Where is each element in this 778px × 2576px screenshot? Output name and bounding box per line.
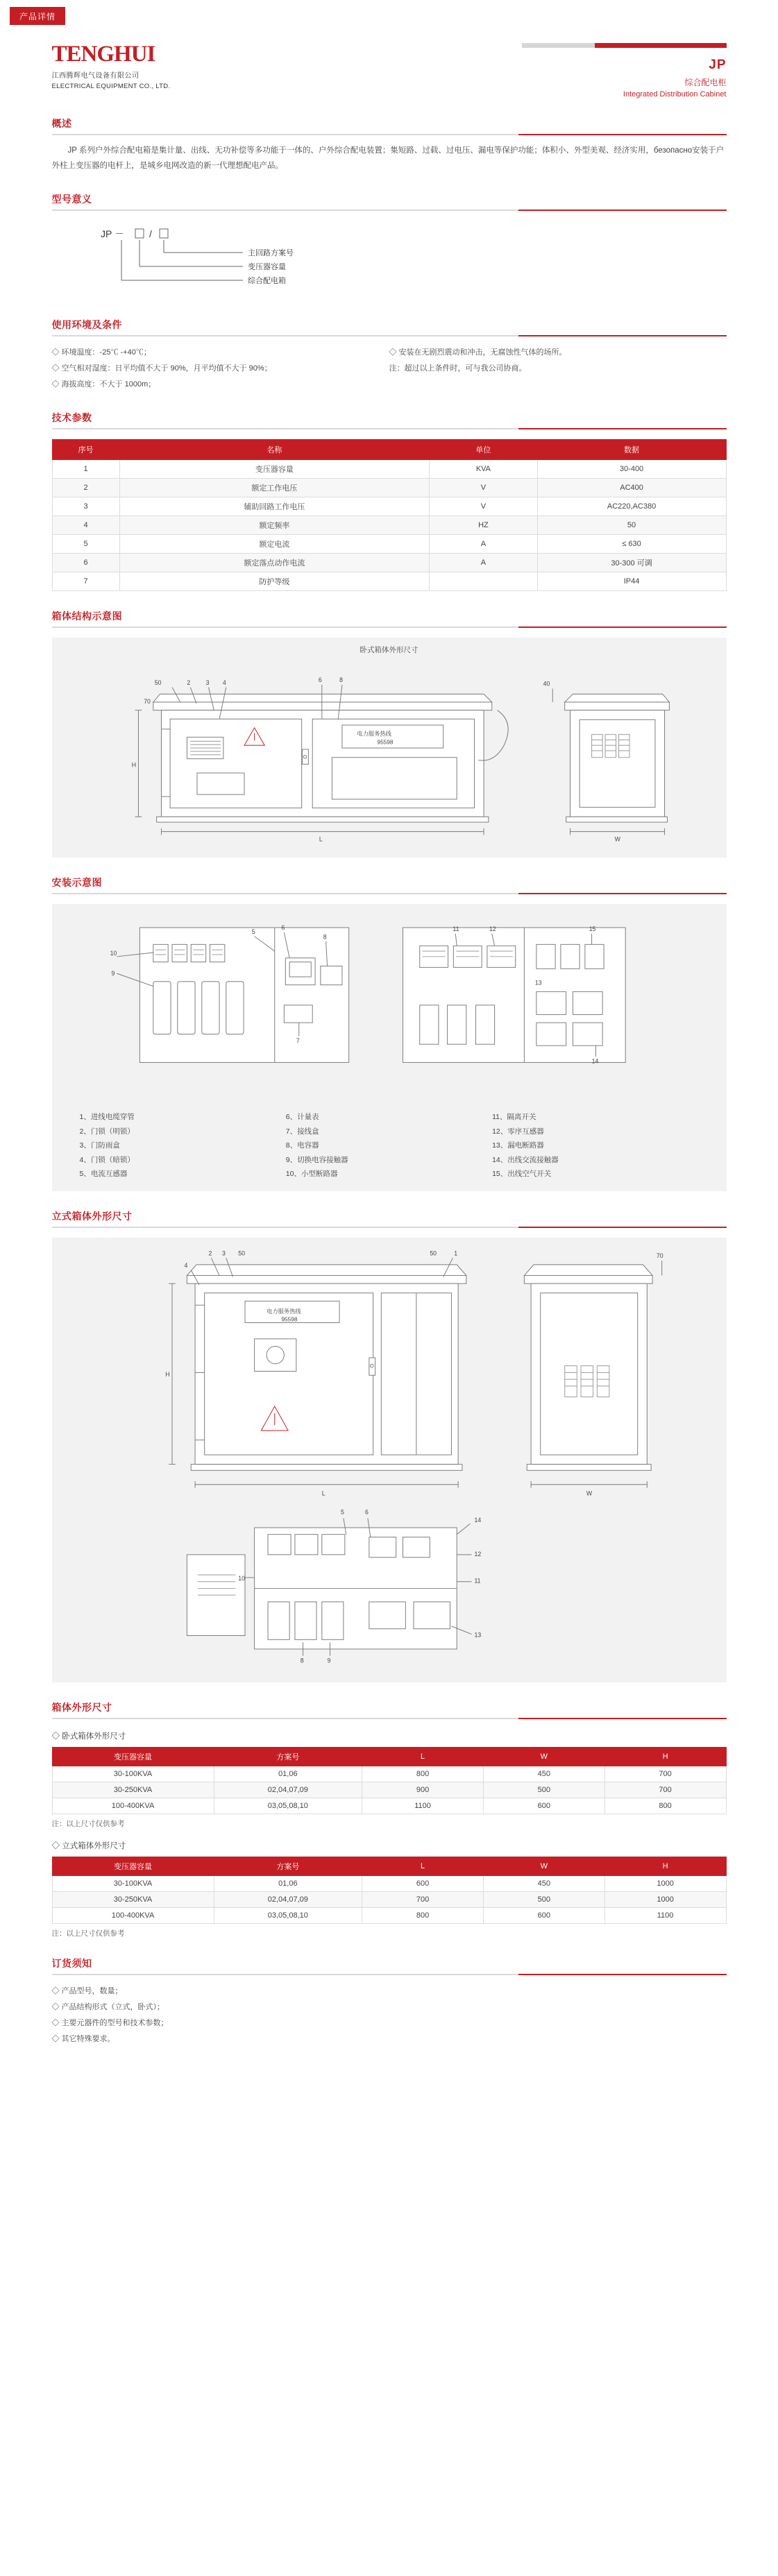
table-row (52, 497, 726, 515)
cell-name: 变压器容量 (119, 459, 430, 478)
overview-paragraph: JP 系列户外综合配电箱是集计量、出线、无功补偿等多功能于一体的、户外综合配电装置；集短路、过载、过电压、漏电等保护功能；体积小、外型美观、经济实用，безопасно安装于户外柱上变压器的电杆上，是城乡电网改造的新一代理想配电产品。 (51, 146, 725, 170)
svg-text:主回路方案号: 主回路方案号 (247, 248, 294, 257)
specs-table (52, 439, 727, 591)
callout-num-15: 15 (589, 925, 595, 932)
cell-capacity: 30-100KVA (52, 1876, 214, 1892)
cell-scheme: 02,04,07,09 (214, 1782, 362, 1798)
svg-text:JP －: JP － (100, 228, 124, 239)
section-install (42, 876, 736, 1191)
cell-index: 5 (52, 534, 119, 553)
th-scheme: 方案号 (214, 1857, 362, 1876)
callout-num-6: 6 (280, 923, 285, 931)
cell-index: 2 (52, 478, 119, 497)
section-rule (52, 134, 727, 135)
table-row (52, 478, 726, 497)
dim-label-6: 6 (318, 676, 322, 683)
svg-text:/: / (149, 228, 152, 239)
callout-num-5: 5 (251, 928, 255, 935)
th-data: 数据 (537, 439, 726, 459)
section-title-order: 订货须知 (51, 1958, 92, 1970)
cell-name: 额定电流 (119, 534, 430, 553)
cell-data: AC220,AC380 (537, 497, 726, 515)
order-item: ◇ 其它特殊要求。 (51, 2035, 115, 2044)
dim-label-3: 3 (205, 679, 209, 686)
callout-num-5: 5 (340, 1508, 344, 1516)
callout-item: 2、门锁（明锁） (79, 1127, 135, 1136)
th-unit: 单位 (430, 439, 537, 459)
decor-bars (271, 43, 727, 48)
dim-label-70: 70 (656, 1252, 663, 1259)
order-items (52, 1984, 727, 2047)
cell-capacity: 30-250KVA (52, 1782, 214, 1798)
decor-bar-red (595, 43, 727, 48)
logo-company-cn: 江西腾辉电气设备有限公司 (51, 72, 139, 80)
cell-unit: A (430, 553, 537, 572)
callout-column-3 (492, 1110, 698, 1181)
cell-unit: A (430, 534, 537, 553)
cell-name: 额定频率 (119, 515, 430, 534)
structure-figure-svg (52, 655, 727, 858)
th-w: W (483, 1748, 604, 1766)
cell-capacity: 30-250KVA (52, 1892, 214, 1908)
cell-h: 1000 (604, 1876, 726, 1892)
table-row (52, 1908, 726, 1924)
product-name-cn: 综合配电柜 (684, 78, 727, 87)
cell-l: 800 (362, 1908, 484, 1924)
section-vertical (42, 1209, 736, 1683)
callout-num-10: 10 (237, 1574, 245, 1582)
callout-num-8: 8 (323, 933, 327, 941)
section-rule (52, 428, 727, 429)
cell-data: 30-300 可调 (537, 553, 726, 572)
th-capacity: 变压器容量 (52, 1748, 214, 1766)
table-row (52, 1892, 726, 1908)
cell-name: 额定落点动作电流 (119, 553, 430, 572)
section-overview (42, 117, 736, 174)
cell-l: 800 (362, 1766, 484, 1782)
dim-label-50-left: 50 (237, 1249, 245, 1256)
cell-capacity: 100-400KVA (52, 1798, 214, 1814)
cell-unit: KVA (430, 459, 537, 478)
callout-item: 8、电容器 (285, 1141, 319, 1150)
panel-hotline-label: 电力服务热线 (266, 1308, 301, 1315)
cell-w: 450 (483, 1766, 604, 1782)
vertical-figure-svg (52, 1238, 727, 1683)
environment-item: ◇ 空气相对湿度：日平均值不大于 90%，月平均值不大于 90%； (51, 364, 272, 373)
section-title-install: 安装示意图 (51, 876, 102, 888)
callout-item: 10、小型断路器 (285, 1170, 338, 1179)
panel-hotline-number: 95598 (377, 739, 393, 746)
table-row (52, 534, 726, 553)
vertical-dim-note: 注：以上尺寸仅供参考 (51, 1929, 125, 1938)
environment-item: ◇ 安装在无剧烈震动和冲击，无腐蚀性气体的场所。 (389, 348, 567, 357)
callout-num-13: 13 (473, 1630, 481, 1638)
install-figure-svg (52, 904, 727, 1107)
callout-num-11: 11 (473, 1577, 481, 1585)
brand-block (42, 43, 271, 90)
section-title-vertical: 立式箱体外形尺寸 (51, 1210, 133, 1222)
dim-label-2: 2 (208, 1249, 212, 1256)
panel-hotline-number: 95598 (280, 1316, 297, 1323)
dim-label-H: H (164, 1370, 170, 1378)
callout-item: 12、零序互感器 (492, 1127, 544, 1136)
cell-name: 防护等级 (119, 572, 430, 590)
callout-item: 1、进线电缆穿管 (79, 1113, 135, 1122)
horizontal-dim-subtitle: ◇ 卧式箱体外形尺寸 (51, 1732, 126, 1741)
th-index: 序号 (52, 439, 119, 459)
th-w: W (483, 1857, 604, 1876)
callout-item: 14、出线交流接触器 (492, 1155, 559, 1164)
callout-num-13: 13 (534, 979, 542, 987)
table-row (52, 459, 726, 478)
panel-hotline-label: 电力服务热线 (356, 731, 391, 737)
cell-h: 700 (604, 1766, 726, 1782)
logo-wordmark: TENGHUI (51, 42, 155, 67)
cell-w: 500 (483, 1892, 604, 1908)
callout-item: 13、漏电断路器 (492, 1141, 544, 1150)
callout-num-9: 9 (111, 969, 115, 977)
dim-label-W: W (614, 835, 620, 843)
dim-label-L: L (321, 1489, 325, 1496)
dim-label-40: 40 (543, 680, 550, 688)
th-h: H (604, 1748, 726, 1766)
logo-company-en: ELECTRICAL EQUIPMENT CO., LTD. (51, 83, 171, 90)
cell-capacity: 30-100KVA (52, 1766, 214, 1782)
dim-label-4: 4 (184, 1261, 187, 1269)
section-model (42, 192, 736, 300)
environment-left-column (52, 345, 389, 393)
section-title-specs: 技术参数 (51, 411, 92, 423)
section-structure (42, 609, 736, 858)
callout-num-7: 7 (296, 1037, 300, 1044)
cell-scheme: 01,06 (214, 1766, 362, 1782)
section-title-dimensions: 箱体外形尺寸 (51, 1702, 112, 1714)
section-rule (52, 626, 727, 628)
environment-item: ◇ 海拔高度：不大于 1000m； (51, 379, 156, 389)
callout-item: 6、计量表 (285, 1113, 319, 1122)
cell-index: 7 (52, 572, 119, 590)
callout-num-6: 6 (364, 1508, 369, 1516)
dim-label-H: H (131, 761, 136, 769)
callout-item: 11、隔离开关 (492, 1113, 536, 1122)
callout-num-9: 9 (327, 1656, 330, 1664)
section-title-environment: 使用环境及条件 (51, 318, 122, 330)
dim-label-2: 2 (186, 679, 190, 686)
cell-w: 450 (483, 1876, 604, 1892)
cell-index: 6 (52, 553, 119, 572)
callout-item: 15、出线空气开关 (492, 1170, 552, 1179)
callout-item: 7、接线盒 (285, 1127, 319, 1136)
dim-label-50-right: 50 (429, 1249, 437, 1256)
cell-index: 1 (52, 459, 119, 478)
section-rule (52, 1974, 727, 1975)
cell-w: 500 (483, 1782, 604, 1798)
svg-text:变压器容量: 变压器容量 (247, 262, 286, 271)
cell-h: 1100 (604, 1908, 726, 1924)
table-row (52, 1782, 726, 1798)
cell-unit: V (430, 478, 537, 497)
install-figure (52, 904, 727, 1191)
callout-num-11: 11 (452, 925, 459, 932)
product-code: JP (709, 58, 727, 72)
cell-scheme: 03,05,08,10 (214, 1798, 362, 1814)
decor-bar-grey (522, 43, 595, 48)
section-title-structure: 箱体结构示意图 (51, 610, 122, 622)
cell-w: 600 (483, 1798, 604, 1814)
cell-data: AC400 (537, 478, 726, 497)
th-l: L (362, 1857, 484, 1876)
cell-h: 800 (604, 1798, 726, 1814)
section-rule (52, 210, 727, 211)
section-rule (52, 1227, 727, 1228)
vertical-dimensions-table (52, 1857, 727, 1924)
svg-text:综合配电箱: 综合配电箱 (247, 276, 286, 285)
table-row (52, 515, 726, 534)
table-header-row (52, 439, 726, 459)
dim-label-L: L (319, 835, 323, 843)
callout-column-1 (80, 1110, 286, 1181)
cell-h: 700 (604, 1782, 726, 1798)
vertical-figure (52, 1238, 727, 1683)
table-header-row (52, 1748, 726, 1766)
dim-label-70: 70 (143, 697, 151, 705)
callout-num-14: 14 (591, 1057, 598, 1064)
th-name: 名称 (119, 439, 430, 459)
cell-l: 1100 (362, 1798, 484, 1814)
dim-label-4: 4 (222, 679, 226, 686)
table-row (52, 553, 726, 572)
cell-index: 3 (52, 497, 119, 515)
vertical-dim-subtitle: ◇ 立式箱体外形尺寸 (51, 1842, 126, 1851)
cell-name: 辅助回路工作电压 (119, 497, 430, 515)
table-row (52, 1876, 726, 1892)
cell-scheme: 01,06 (214, 1876, 362, 1892)
section-rule (52, 893, 727, 894)
cell-capacity: 100-400KVA (52, 1908, 214, 1924)
cell-unit (430, 572, 537, 590)
cell-data: IP44 (537, 572, 726, 590)
horizontal-dim-note: 注：以上尺寸仅供参考 (51, 1820, 125, 1829)
section-specs (42, 411, 736, 591)
callout-num-12: 12 (489, 925, 496, 932)
cell-l: 700 (362, 1892, 484, 1908)
brand-header (42, 43, 736, 99)
figure-caption: 卧式箱体外形尺寸 (360, 645, 418, 654)
callout-num-10: 10 (110, 949, 117, 957)
callout-item: 5、电流互感器 (79, 1170, 128, 1179)
callout-item: 9、切换电容接触器 (285, 1155, 348, 1164)
environment-item: ◇ 环境温度：-25℃ -+40℃； (51, 348, 151, 357)
cell-unit: V (430, 497, 537, 515)
order-item: ◇ 产品型号，数量； (51, 1987, 123, 1996)
section-rule (52, 335, 727, 336)
horizontal-dimensions-table (52, 1747, 727, 1814)
table-row (52, 1766, 726, 1782)
section-title-overview: 概述 (51, 118, 72, 129)
section-title-model: 型号意义 (51, 193, 92, 205)
section-environment (42, 318, 736, 393)
th-scheme: 方案号 (214, 1748, 362, 1766)
environment-item: 注：超过以上条件时，可与我公司协商。 (389, 364, 527, 373)
product-title-block (271, 43, 736, 99)
cell-data: 30-400 (537, 459, 726, 478)
section-dimensions (42, 1700, 736, 1938)
install-callout-list (52, 1106, 727, 1191)
section-rule (52, 1718, 727, 1719)
order-item: ◇ 产品结构形式（立式，卧式）； (51, 2003, 165, 2012)
cell-w: 600 (483, 1908, 604, 1924)
section-order (42, 1956, 736, 2047)
cell-l: 900 (362, 1782, 484, 1798)
cell-l: 600 (362, 1876, 484, 1892)
th-l: L (362, 1748, 484, 1766)
th-capacity: 变压器容量 (52, 1857, 214, 1876)
callout-item: 4、门锁（暗锁） (79, 1155, 135, 1164)
th-h: H (604, 1857, 726, 1876)
cell-h: 1000 (604, 1892, 726, 1908)
cell-scheme: 02,04,07,09 (214, 1892, 362, 1908)
cell-scheme: 03,05,08,10 (214, 1908, 362, 1924)
model-diagram-svg (94, 223, 718, 300)
dim-label-50: 50 (154, 679, 161, 686)
dim-label-W: W (586, 1489, 592, 1496)
product-name-en: Integrated Distribution Cabinet (623, 90, 727, 99)
cell-index: 4 (52, 515, 119, 534)
callout-num-8: 8 (300, 1656, 304, 1664)
dim-label-1: 1 (453, 1249, 457, 1256)
model-diagram (52, 223, 727, 300)
order-item: ◇ 主要元器件的型号和技术参数； (51, 2019, 169, 2028)
dim-label-8: 8 (339, 676, 343, 683)
table-row (52, 572, 726, 590)
callout-num-12: 12 (473, 1550, 481, 1558)
cell-data: ≤ 630 (537, 534, 726, 553)
cell-name: 额定工作电压 (119, 478, 430, 497)
table-header-row (52, 1857, 726, 1876)
dim-label-3: 3 (221, 1249, 226, 1256)
callout-item: 3、门防雨盒 (79, 1141, 120, 1150)
cell-data: 50 (537, 515, 726, 534)
cell-unit: HZ (430, 515, 537, 534)
structure-figure (52, 638, 727, 858)
callout-column-2 (286, 1110, 492, 1181)
table-row (52, 1798, 726, 1814)
environment-right-column (389, 345, 727, 393)
page-tag: 产品详情 (10, 7, 65, 25)
callout-num-14: 14 (473, 1516, 481, 1524)
